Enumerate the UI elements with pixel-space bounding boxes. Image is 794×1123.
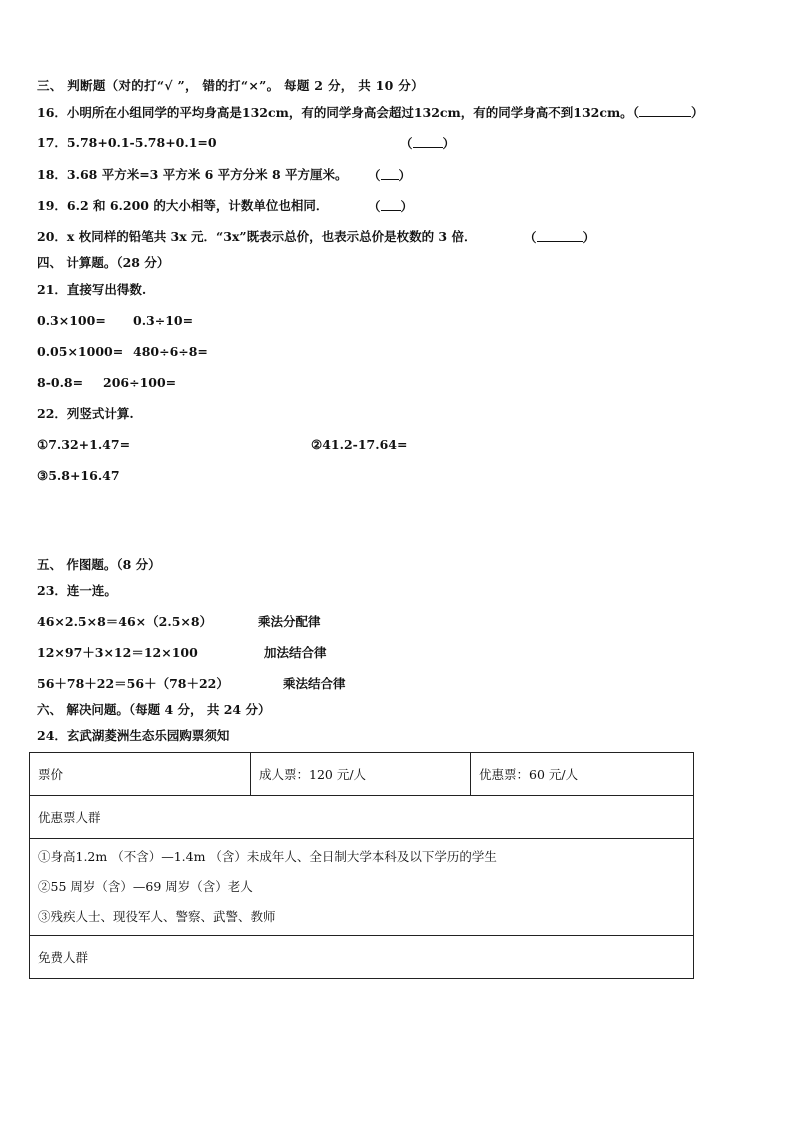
list-item: ②55 周岁（含）—69 周岁（含）老人 [38,879,253,894]
answer-blank[interactable] [381,167,399,180]
question-21-title: 21．直接写出得数. [37,282,147,297]
list-item: ①身高1.2m （不含）—1.4m （含）未成年人、全日制大学本科及以下学历的学生 [38,849,497,864]
answer-blank[interactable] [639,104,691,117]
question-20 [37,229,477,245]
question-19-text: 19．6.2 和 6.200 的大小相等，计数单位也相同． [37,198,329,213]
match-right-item[interactable]: 加法结合律 [264,645,327,660]
vertical-calc-item: ③5.8+16.47 [37,468,120,483]
calc-item: 480÷6÷8= [133,344,208,359]
question-18-answer: （ ） [368,168,412,183]
question-24-title: 24．玄武湖菱洲生态乐园购票须知 [37,728,230,743]
match-right-item[interactable]: 乘法分配律 [258,614,321,629]
ticket-info-table [29,752,694,979]
match-left-item[interactable]: 56＋78＋22＝56＋（78＋22） [37,676,229,691]
calc-item: 0.3÷10= [133,313,194,328]
match-right-item[interactable]: 乘法结合律 [283,676,346,691]
question-18-text: 18．3.68 平方米=3 平方米 6 平方分米 8 平方厘米。 [37,167,348,182]
question-23-title: 23．连一连。 [37,583,117,598]
match-left-item[interactable]: 12×97＋3×12＝12×100 [37,645,198,660]
calc-item: 0.3×100= [37,313,106,328]
section-3-heading: 三、 判断题（对的打“√ ”， 错的打“×”。 每题 2 分， 共 10 分） [37,78,424,93]
calc-item: 8-0.8= [37,375,84,390]
question-16: 16．小明所在小组同学的平均身高是132cm，有的同学身高会超过132cm，有的同学身高不到132cm。（ ） [37,105,704,120]
table-row [30,839,694,936]
calc-item: 206÷100= [103,375,177,390]
question-17-answer: （ ） [400,136,456,151]
question-18 [37,167,348,183]
discount-price-cell: 优惠票：60 元/人 [471,753,694,796]
section-4-heading: 四、 计算题。（28 分） [37,255,170,270]
discount-group-label-cell: 优惠票人群 [30,796,694,839]
question-19-answer: （ ） [368,199,414,214]
adult-price-cell: 成人票：120 元/人 [251,753,471,796]
discount-groups-cell [30,839,694,936]
question-19 [37,198,328,214]
question-20-answer: （ ） [524,230,596,245]
table-row [30,936,694,979]
answer-blank[interactable] [381,198,401,211]
match-left-item[interactable]: 46×2.5×8＝46×（2.5×8） [37,614,213,629]
price-label-cell: 票价 [30,753,251,796]
question-17-text: 17．5.78+0.1-5.78+0.1=0 [37,135,217,150]
free-group-label-cell: 免费人群 [30,936,694,979]
section-5-heading: 五、 作图题。（8 分） [37,557,161,572]
question-16-text: 16．小明所在小组同学的平均身高是132cm，有的同学身高会超过132cm，有的同学身高不到132cm。 [37,105,633,120]
answer-blank[interactable] [537,229,583,242]
vertical-calc-item: ②41.2-17.64= [311,437,408,452]
question-20-text: 20．x 枚同样的铅笔共 3x 元．“3x”既表示总价，也表示总价是枚数的 3 倍． [37,229,477,244]
calc-item: 0.05×1000= [37,344,124,359]
answer-blank[interactable] [413,135,443,148]
table-row [30,753,694,796]
question-22-title: 22．列竖式计算. [37,406,134,421]
question-17 [37,135,217,151]
vertical-calc-item: ①7.32+1.47= [37,437,131,452]
table-row [30,796,694,839]
list-item: ③残疾人士、现役军人、警察、武警、教师 [38,909,276,924]
section-6-heading: 六、 解决问题。（每题 4 分， 共 24 分） [37,702,271,717]
